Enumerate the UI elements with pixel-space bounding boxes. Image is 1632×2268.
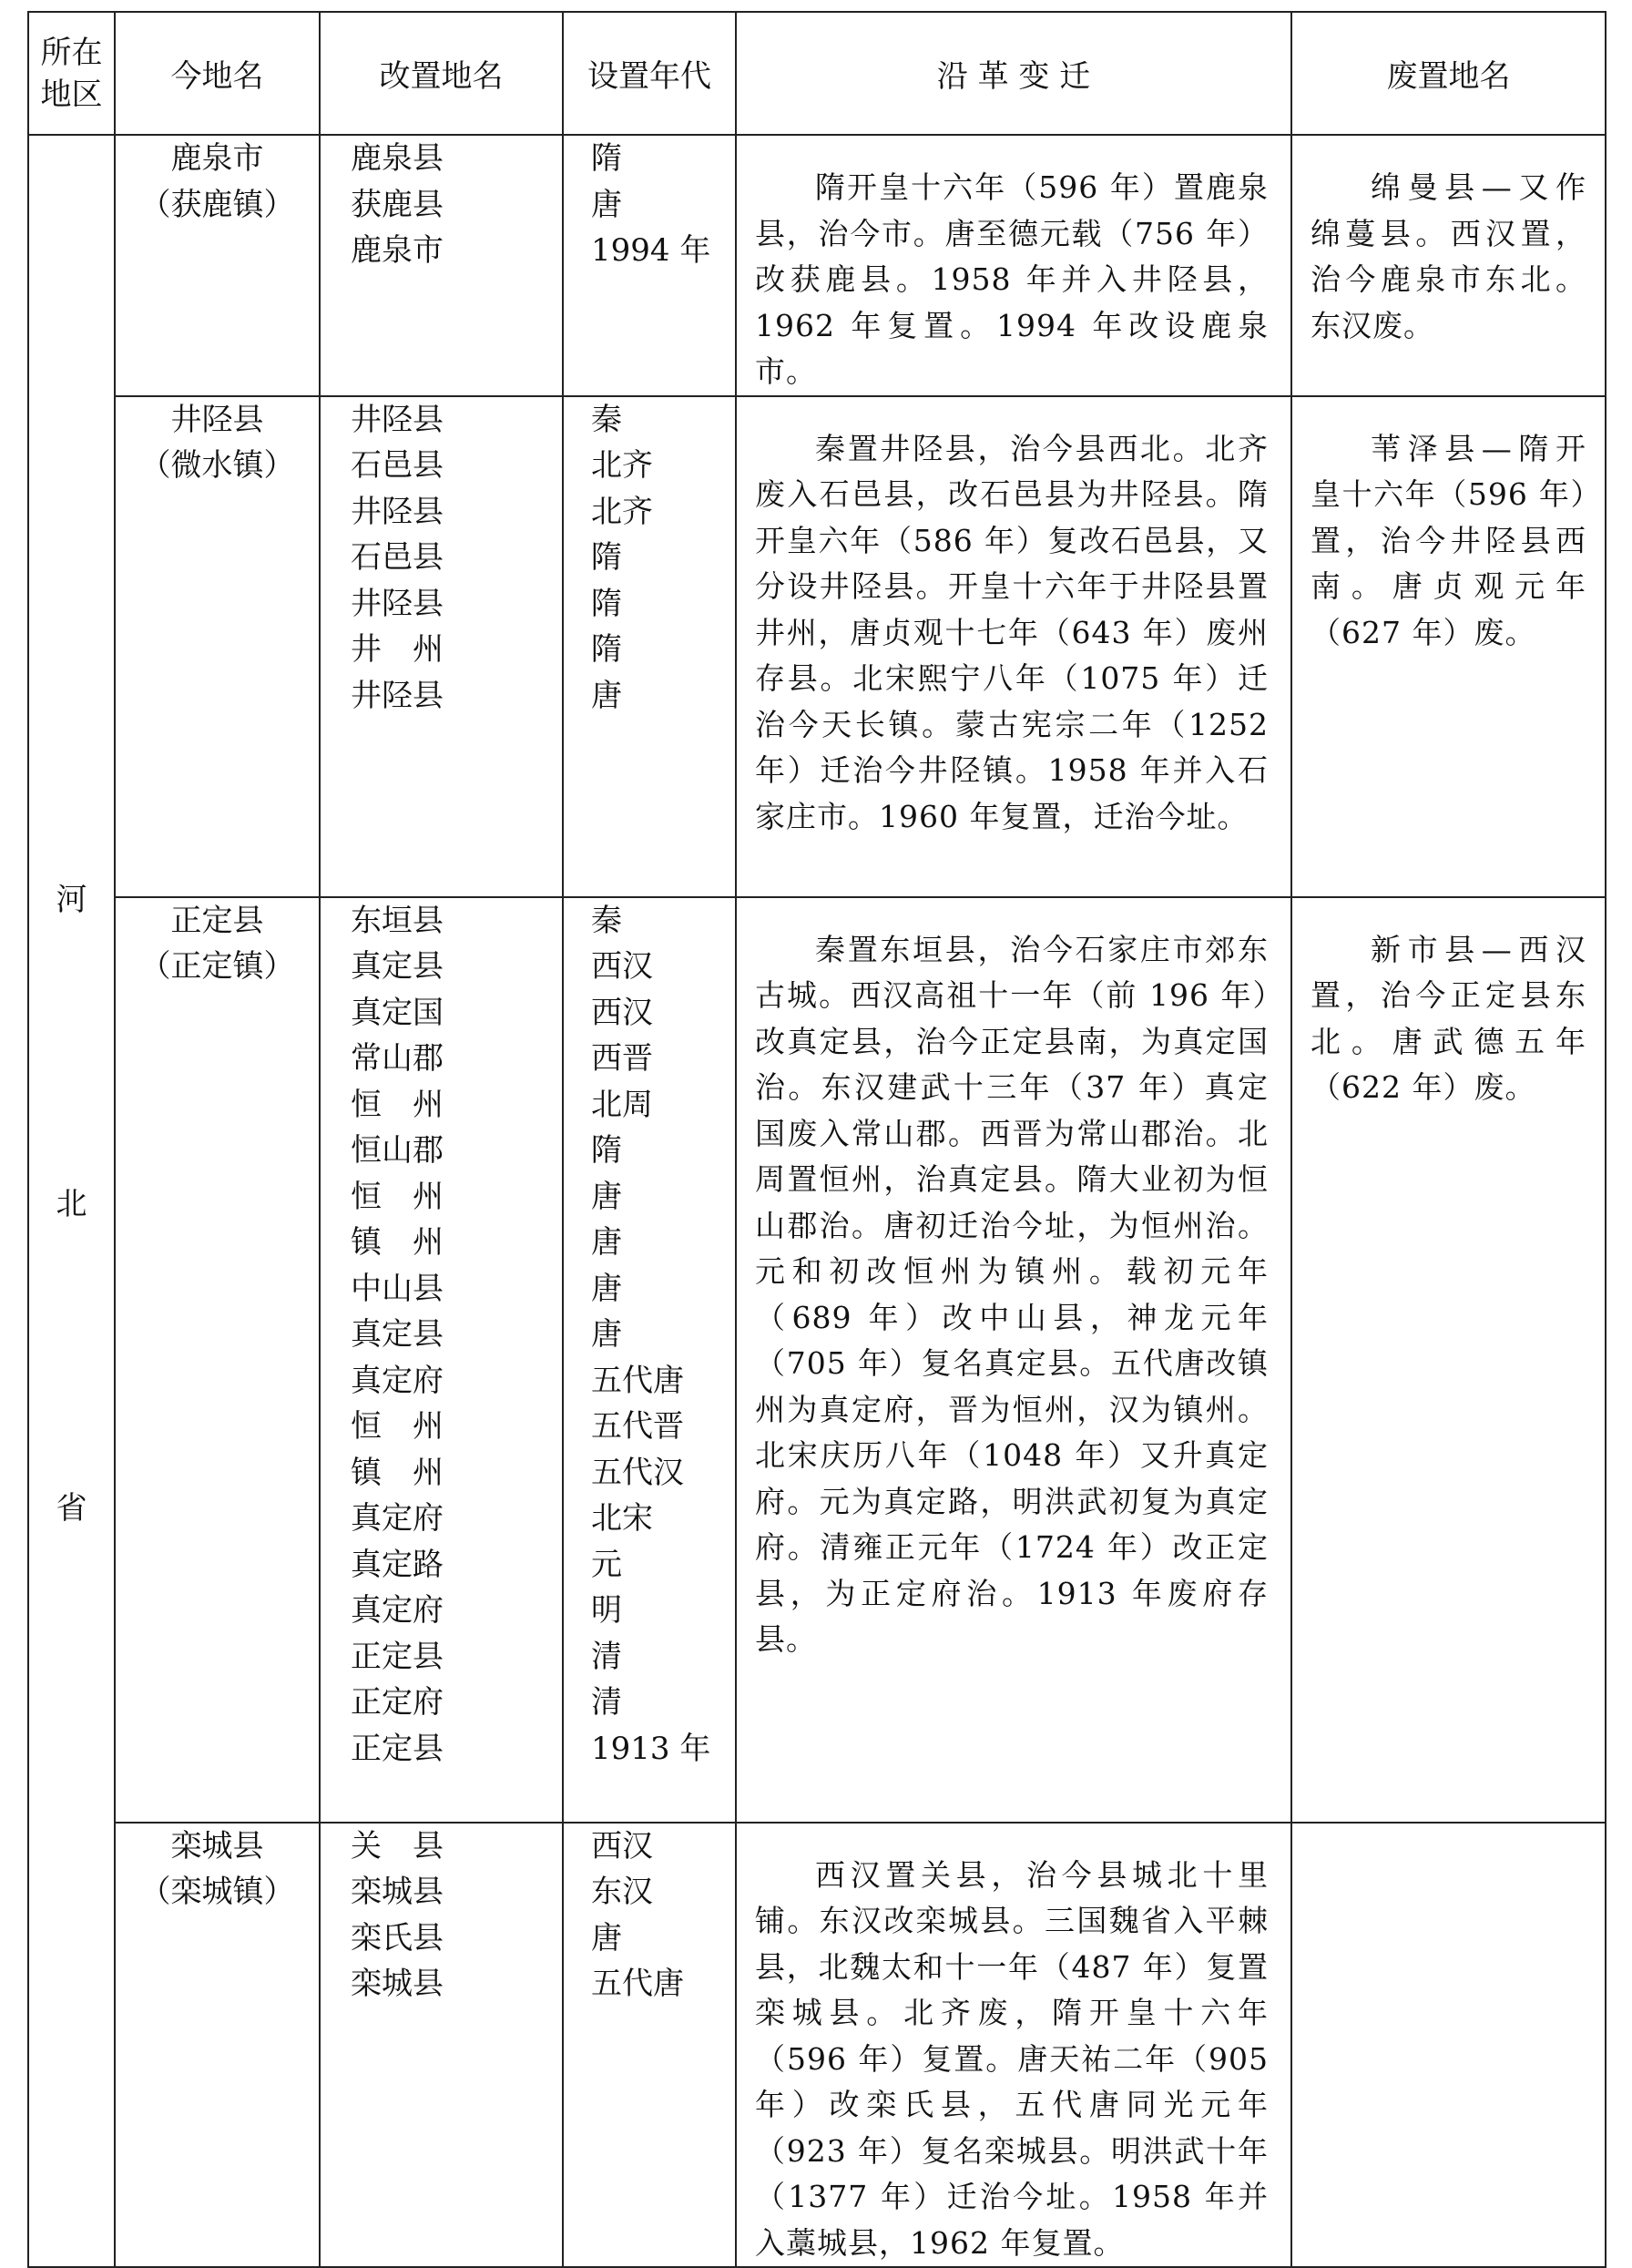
era-cell — [563, 897, 736, 1823]
list-item: 正定府 — [351, 1684, 444, 1721]
era-cell — [563, 1823, 736, 2268]
list-item: 秦 — [591, 902, 622, 939]
county-seat: （获鹿镇） — [139, 186, 295, 223]
era-cell — [563, 135, 736, 396]
header-era: 设置年代 — [563, 12, 736, 135]
abolished-cell: 绵曼县—又作绵蔓县。西汉置，治今鹿泉市东北。东汉废。 — [1291, 135, 1606, 396]
changed-names-cell — [320, 135, 563, 396]
region-cell — [28, 135, 115, 2267]
list-item: 北周 — [591, 1086, 653, 1123]
list-item: 清 — [591, 1638, 622, 1675]
list-item: 中山县 — [351, 1270, 444, 1307]
header-row — [28, 12, 1606, 135]
header-history: 沿 革 变 迁 — [736, 12, 1291, 135]
list-item: 栾城县 — [351, 1966, 444, 2002]
list-item: 正定县 — [351, 1638, 444, 1675]
list-item: 镇 州 — [351, 1224, 444, 1261]
list-item: 元 — [591, 1546, 622, 1583]
current-name-cell — [115, 396, 320, 897]
list-item: 真定国 — [351, 994, 444, 1031]
list-item: 唐 — [591, 1270, 622, 1307]
list-item: 恒山郡 — [351, 1132, 444, 1169]
list-item: 正定县 — [351, 1730, 444, 1767]
abolished-cell: 苇泽县—隋开皇十六年（596 年）置，治今井陉县西南。唐贞观元年（627 年）废。 — [1291, 396, 1606, 897]
table-row — [28, 135, 1606, 396]
list-item: 鹿泉市 — [351, 232, 444, 269]
list-item: 西晋 — [591, 1040, 653, 1077]
list-item: 东垣县 — [351, 902, 444, 939]
list-item: 真定县 — [351, 948, 444, 985]
list-item: 北齐 — [591, 447, 653, 484]
region-char: 省 — [56, 1490, 87, 1527]
history-table — [27, 11, 1606, 2268]
list-item: 井陉县 — [351, 493, 444, 530]
list-item: 五代唐 — [591, 1362, 684, 1399]
county-seat: （栾城镇） — [139, 1874, 295, 1910]
region-char: 北 — [56, 1186, 87, 1222]
list-item: 真定府 — [351, 1592, 444, 1629]
current-name: 栾城县 — [170, 1827, 264, 1864]
list-item: 石邑县 — [351, 539, 444, 576]
list-item: 清 — [591, 1684, 622, 1721]
list-item: 真定县 — [351, 1316, 444, 1353]
current-name-cell — [115, 897, 320, 1823]
list-item: 隋 — [591, 585, 622, 622]
list-item: 明 — [591, 1592, 622, 1629]
table-row — [28, 396, 1606, 897]
list-item: 隋 — [591, 140, 622, 177]
list-item: 鹿泉县 — [351, 140, 444, 177]
list-item: 隋 — [591, 1132, 622, 1169]
list-item: 西汉 — [591, 1827, 653, 1864]
list-item: 栾氏县 — [351, 1919, 444, 1956]
list-item: 井陉县 — [351, 401, 444, 438]
header-changed-names: 改置地名 — [320, 12, 563, 135]
list-item: 栾城县 — [351, 1874, 444, 1910]
list-item: 真定府 — [351, 1500, 444, 1537]
list-item: 恒 州 — [351, 1086, 444, 1123]
table-row — [28, 1823, 1606, 2268]
county-seat: （微水镇） — [139, 447, 295, 484]
changed-names-cell — [320, 897, 563, 1823]
era-cell — [563, 396, 736, 897]
current-name-cell — [115, 1823, 320, 2268]
list-item: 东汉 — [591, 1874, 653, 1910]
list-item: 西汉 — [591, 948, 653, 985]
list-item: 井 州 — [351, 631, 444, 668]
county-seat: （正定镇） — [139, 948, 295, 985]
header-abolished: 废置地名 — [1291, 12, 1606, 135]
changed-names-cell — [320, 1823, 563, 2268]
list-item: 恒 州 — [351, 1408, 444, 1445]
list-item: 隋 — [591, 631, 622, 668]
list-item: 获鹿县 — [351, 186, 444, 223]
list-item: 1994 年 — [591, 232, 711, 269]
list-item: 井陉县 — [351, 677, 444, 714]
list-item: 五代汉 — [591, 1454, 684, 1491]
table-row — [28, 897, 1606, 1823]
list-item: 唐 — [591, 677, 622, 714]
list-item: 1913 年 — [591, 1730, 711, 1767]
abolished-cell — [1291, 1823, 1606, 2268]
changed-names-cell — [320, 396, 563, 897]
list-item: 唐 — [591, 1919, 622, 1956]
abolished-cell: 新市县—西汉置，治今正定县东北。唐武德五年（622 年）废。 — [1291, 897, 1606, 1823]
list-item: 五代晋 — [591, 1408, 684, 1445]
current-name-cell — [115, 135, 320, 396]
list-item: 真定府 — [351, 1362, 444, 1399]
list-item: 关 县 — [351, 1827, 444, 1864]
list-item: 唐 — [591, 186, 622, 223]
current-name: 井陉县 — [170, 401, 264, 438]
list-item: 秦 — [591, 401, 622, 438]
history-cell: 秦置井陉县，治今县西北。北齐废入石邑县，改石邑县为井陉县。隋开皇六年（586 年）复改石邑县，又分设井陉县。开皇十六年于井陉县置井州，唐贞观十七年（643 年）废州存县。北宋熙宁八年（1075 年）迁治今天长镇。蒙古宪宗二年（1252 年）迁治今井陉镇。1958 年并入石家庄市。1960 年复置，迁治今址。 — [736, 396, 1291, 897]
list-item: 唐 — [591, 1224, 622, 1261]
list-item: 石邑县 — [351, 447, 444, 484]
list-item: 唐 — [591, 1316, 622, 1353]
list-item: 西汉 — [591, 994, 653, 1031]
list-item: 真定路 — [351, 1546, 444, 1583]
history-cell: 隋开皇十六年（596 年）置鹿泉县，治今市。唐至德元载（756 年）改获鹿县。1958 年并入井陉县，1962 年复置。1994 年改设鹿泉市。 — [736, 135, 1291, 396]
list-item: 北宋 — [591, 1500, 653, 1537]
region-char: 河 — [56, 882, 87, 918]
list-item: 常山郡 — [351, 1040, 444, 1077]
current-name: 鹿泉市 — [170, 140, 264, 177]
header-current-name: 今地名 — [115, 12, 320, 135]
list-item: 五代唐 — [591, 1966, 684, 2002]
list-item: 镇 州 — [351, 1454, 444, 1491]
current-name: 正定县 — [170, 902, 264, 939]
list-item: 隋 — [591, 539, 622, 576]
list-item: 唐 — [591, 1178, 622, 1215]
list-item: 井陉县 — [351, 585, 444, 622]
history-cell: 秦置东垣县，治今石家庄市郊东古城。西汉高祖十一年（前 196 年）改真定县，治今正定县南，为真定国治。东汉建武十三年（37 年）真定国废入常山郡。西晋为常山郡治。北周置恒州，治真定县。隋大业初为恒山郡治。唐初迁治今址，为恒州治。元和初改恒州为镇州。载初元年（689 年）改中山县，神龙元年（705 年）复名真定县。五代唐改镇州为真定府，晋为恒州，汉为镇州。北宋庆历八年（1048 年）又升真定府。元为真定路，明洪武初复为真定府。清雍正元年（1724 年）改正定县，为正定府治。1913 年废府存县。 — [736, 897, 1291, 1823]
header-region: 所在地区 — [28, 12, 115, 135]
list-item: 恒 州 — [351, 1178, 444, 1215]
list-item: 北齐 — [591, 493, 653, 530]
history-cell: 西汉置关县，治今县城北十里铺。东汉改栾城县。三国魏省入平棘县，北魏太和十一年（487 年）复置栾城县。北齐废，隋开皇十六年（596 年）复置。唐天祐二年（905 年）改栾氏县，五代唐同光元年（923 年）复名栾城县。明洪武十年（1377 年）迁治今址。1958 年并入藁城县，1962 年复置。 — [736, 1823, 1291, 2268]
